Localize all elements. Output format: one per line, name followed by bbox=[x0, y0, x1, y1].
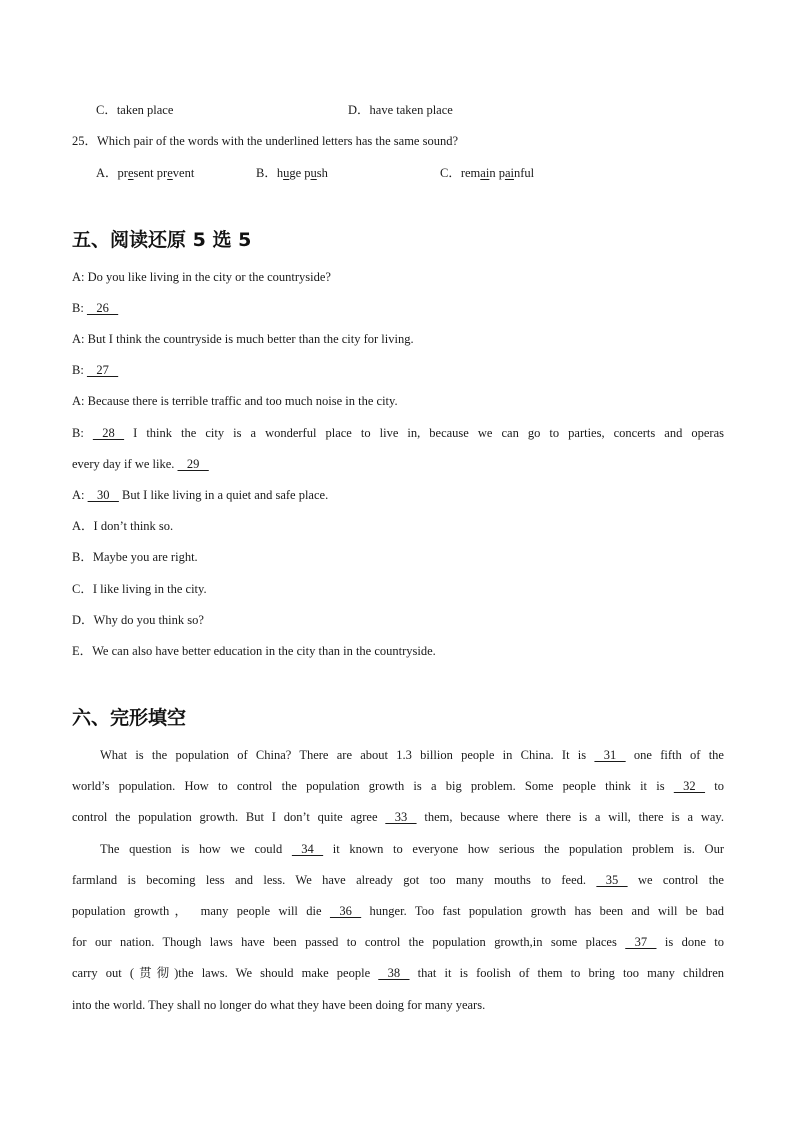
passage-text: hunger. Too fast population growth has been and will be bad bbox=[361, 904, 725, 918]
passage-text: that it is foolish of them to bring too many children bbox=[409, 966, 724, 980]
passage-text: population growth， many people will die bbox=[72, 904, 330, 918]
passage-line bbox=[100, 747, 724, 763]
dialogue-line: A: Do you like living in the city or the countryside? bbox=[72, 270, 331, 284]
dialogue-line bbox=[72, 425, 724, 441]
q25-option-b bbox=[256, 165, 328, 181]
blank-36[interactable]: 36 bbox=[329, 904, 362, 918]
word-part: pr bbox=[117, 166, 128, 180]
word-part: p bbox=[498, 166, 505, 180]
blank-34[interactable]: 34 bbox=[291, 842, 324, 856]
word-part: p bbox=[304, 166, 311, 180]
q25-option-a bbox=[96, 165, 194, 181]
passage-line bbox=[72, 872, 724, 888]
passage-text: carry out (贯彻)the laws. We should make people bbox=[72, 966, 379, 980]
passage-line bbox=[72, 965, 724, 981]
underlined-letter: e bbox=[167, 166, 173, 180]
passage-text: it known to everyone how serious the population problem is. Our bbox=[323, 842, 724, 856]
underlined-letter: u bbox=[283, 166, 290, 180]
speaker-label: A: bbox=[72, 488, 88, 502]
word-part: rem bbox=[460, 166, 481, 180]
passage-text: to bbox=[705, 779, 724, 793]
section-5-heading: 五、阅读还原 5 选 5 bbox=[72, 229, 252, 251]
word-part: ge bbox=[289, 166, 305, 180]
passage-line bbox=[72, 778, 724, 794]
choice-c: C．I like living in the city. bbox=[72, 582, 207, 596]
passage-line bbox=[72, 903, 724, 919]
q24-option-d: D．have taken place bbox=[348, 103, 453, 117]
underlined-letter: u bbox=[310, 166, 317, 180]
passage-line: into the world. They shall no longer do what they have been doing for many years. bbox=[72, 998, 486, 1012]
word-part: vent bbox=[172, 166, 195, 180]
word-part: sh bbox=[316, 166, 328, 180]
dialogue-line bbox=[72, 456, 724, 472]
q25-option-c bbox=[440, 165, 534, 181]
word-part: nful bbox=[513, 166, 535, 180]
word-part: sent bbox=[133, 166, 157, 180]
passage-text: The question is how we could bbox=[100, 842, 292, 856]
word-part: n bbox=[489, 166, 499, 180]
option-label: B． bbox=[256, 166, 277, 180]
underlined-letter: ai bbox=[480, 166, 490, 180]
blank-38[interactable]: 38 bbox=[378, 966, 410, 980]
underlined-letter: e bbox=[127, 166, 134, 180]
passage-line bbox=[100, 841, 724, 857]
choice-a: A．I don’t think so. bbox=[72, 519, 174, 533]
q24-option-c: C．taken place bbox=[96, 103, 174, 117]
dialogue-line: A: But I think the countryside is much better than the city for living. bbox=[72, 332, 414, 346]
speaker-label: B: bbox=[72, 301, 87, 315]
passage-line bbox=[72, 934, 724, 950]
blank-37[interactable]: 37 bbox=[625, 935, 657, 949]
dialogue-text: I think the city is a wonderful place to live in, because we can go to parties, concerts and operas bbox=[124, 426, 724, 440]
choice-d: D．Why do you think so? bbox=[72, 613, 204, 627]
choice-b: B．Maybe you are right. bbox=[72, 550, 198, 564]
dialogue-text: every day if we like. bbox=[72, 457, 178, 471]
speaker-label: B: bbox=[72, 363, 87, 377]
blank-32[interactable]: 32 bbox=[673, 779, 706, 793]
dialogue-line: A: Because there is terrible traffic and too much noise in the city. bbox=[72, 394, 398, 408]
blank-30[interactable]: 30 bbox=[87, 488, 119, 502]
underlined-letter: ai bbox=[504, 166, 514, 180]
passage-text: world’s population. How to control the population growth is a big problem. Some people think it is bbox=[72, 779, 674, 793]
blank-26[interactable]: 26 bbox=[86, 301, 119, 315]
passage-text: for our nation. Though laws have been passed to control the population growth,in some places bbox=[72, 935, 626, 949]
question-25: 25．Which pair of the words with the underlined letters has the same sound? bbox=[72, 134, 459, 148]
blank-31[interactable]: 31 bbox=[594, 748, 626, 762]
dialogue-line bbox=[72, 300, 724, 316]
blank-27[interactable]: 27 bbox=[86, 363, 119, 377]
option-label: A． bbox=[96, 166, 118, 180]
passage-text: them, because where there is a will, there is a way. bbox=[416, 810, 725, 824]
dialogue-text: But I like living in a quiet and safe place. bbox=[118, 488, 329, 502]
word-part: h bbox=[276, 166, 284, 180]
passage-text: control the population growth. But I don’t quite agree bbox=[72, 810, 386, 824]
passage-text: What is the population of China? There are about 1.3 billion people in China. It is bbox=[100, 748, 595, 762]
dialogue-line bbox=[72, 362, 724, 378]
dialogue-line bbox=[72, 487, 724, 503]
blank-33[interactable]: 33 bbox=[385, 810, 417, 824]
blank-28[interactable]: 28 bbox=[92, 426, 125, 440]
word-part: pr bbox=[156, 166, 168, 180]
passage-text: one fifth of the bbox=[625, 748, 724, 762]
section-6-heading: 六、完形填空 bbox=[72, 707, 187, 729]
blank-29[interactable]: 29 bbox=[177, 457, 209, 471]
choice-e: E．We can also have better education in the city than in the countryside. bbox=[72, 644, 436, 658]
passage-text: is done to bbox=[656, 935, 724, 949]
blank-35[interactable]: 35 bbox=[596, 873, 628, 887]
passage-text: farmland is becoming less and less. We have already got too many mouths to feed. bbox=[72, 873, 597, 887]
speaker-label: B: bbox=[72, 426, 93, 440]
passage-text: we control the bbox=[627, 873, 724, 887]
passage-line bbox=[72, 809, 724, 825]
option-label: C． bbox=[440, 166, 461, 180]
